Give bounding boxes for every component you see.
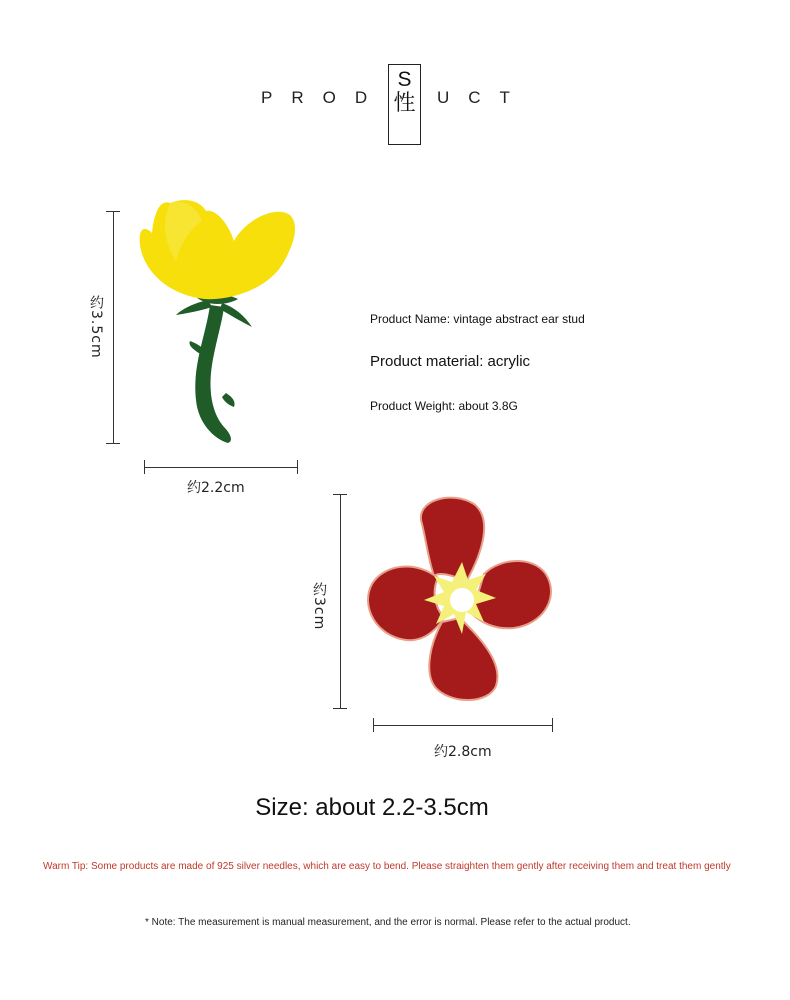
size-text: Size: about 2.2-3.5cm — [255, 794, 489, 821]
tulip-width-tick-right — [297, 460, 298, 474]
title-box-char: 性 — [393, 91, 416, 116]
product-name: Product Name: vintage abstract ear stud — [370, 312, 585, 326]
measurement-note: * Note: The measurement is manual measurement, and the error is normal. Please refer to the actual product. — [145, 917, 631, 928]
tulip-height-label: 约3.5cm — [88, 295, 104, 359]
flower-height-tick-bottom — [333, 708, 347, 709]
title-box — [388, 64, 421, 145]
title-right-letters: UCT — [437, 88, 529, 107]
yellow-tulip-earring-icon — [130, 195, 310, 450]
flower-height-label: 约3cm — [311, 582, 327, 631]
product-title — [0, 64, 790, 148]
tulip-width-label: 约2.2cm — [187, 480, 245, 496]
product-material: Product material: acrylic — [370, 353, 531, 370]
product-weight: Product Weight: about 3.8G — [370, 399, 518, 413]
flower-width-label: 约2.8cm — [434, 744, 492, 760]
warm-tip: Warm Tip: Some products are made of 925 silver needles, which are easy to bend. Please straighten them gently after receiving them and treat them gently — [43, 861, 731, 872]
tulip-height-tick-bottom — [106, 443, 120, 444]
red-four-petal-flower-earring-icon — [362, 494, 556, 704]
title-box-letter: S — [397, 68, 412, 91]
flower-width-line — [373, 725, 552, 726]
title-left-letters: PROD — [261, 88, 387, 107]
tulip-width-line — [144, 467, 297, 468]
flower-width-tick-right — [552, 718, 553, 732]
tulip-height-line — [113, 211, 114, 443]
flower-height-line — [340, 494, 341, 708]
